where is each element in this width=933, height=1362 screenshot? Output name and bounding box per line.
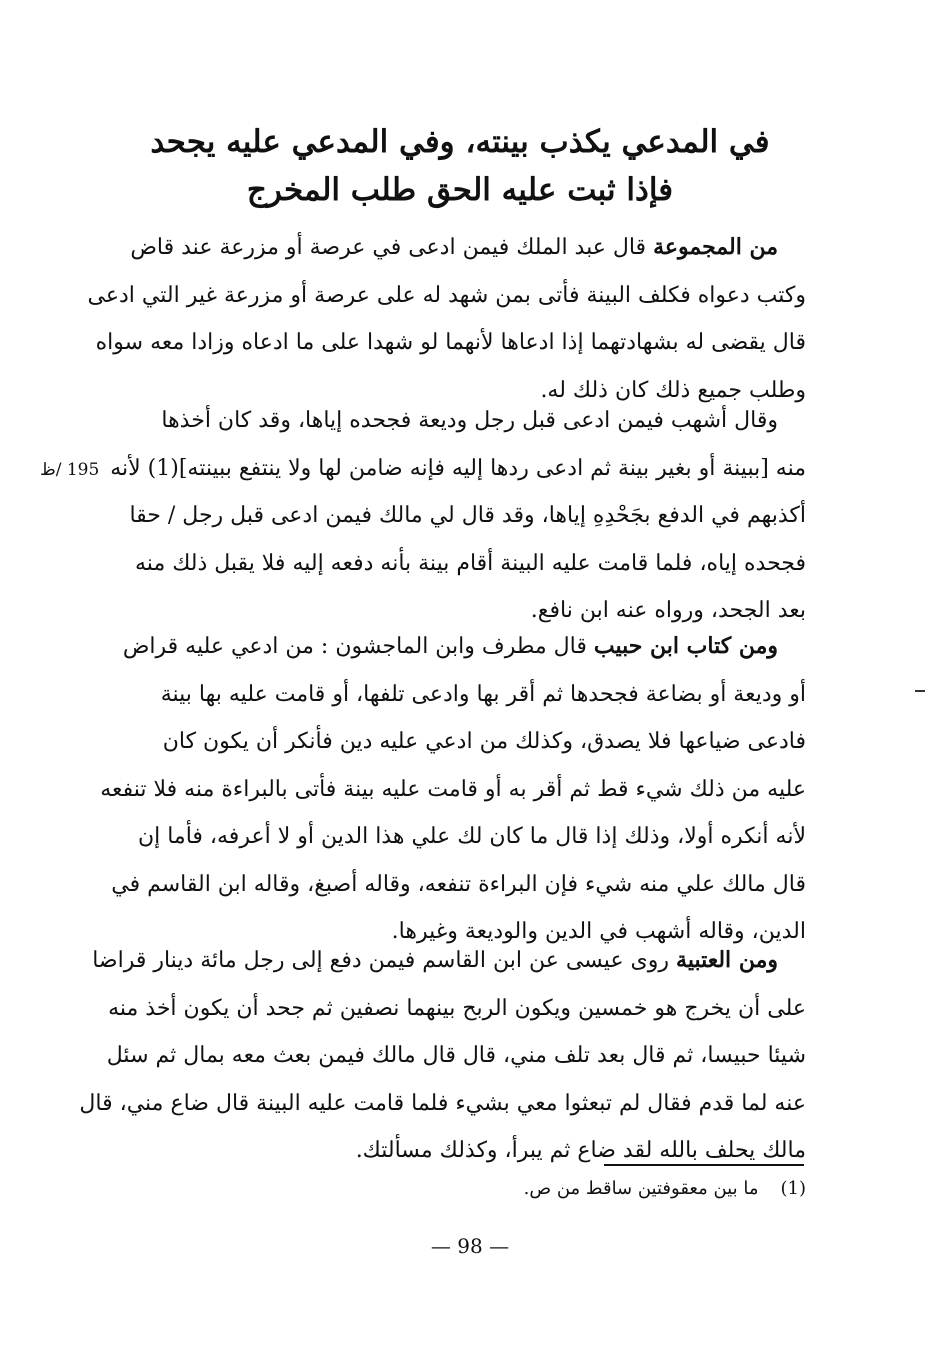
paragraph-majmua xyxy=(87,224,806,414)
paragraph-utbiyya xyxy=(79,937,806,1175)
paragraph-line: وطلب جميع ذلك كان ذلك له. xyxy=(540,377,806,403)
paragraph-line: أو وديعة أو بضاعة فجحدها ثم أقر بها وادعى تلفها، أو قامت عليه بها بينة xyxy=(160,681,806,707)
chapter-heading-line-2: فإذا ثبت عليه الحق طلب المخرج xyxy=(246,172,674,208)
paragraph-line: على أن يخرج هو خمسين ويكون الربح بينهما نصفين ثم جحد أن يكون أخذ منه xyxy=(108,995,806,1021)
source-label: ومن العتبية xyxy=(676,947,778,973)
paragraph-line: شيئا حبيسا، ثم قال بعد تلف مني، قال قال مالك فيمن بعث معه بمال ثم سئل xyxy=(106,1043,806,1068)
paragraph-line: مالك يحلف بالله لقد ضاع ثم يبرأ، وكذلك مسألتك. xyxy=(355,1138,806,1163)
margin-tick-mark xyxy=(915,690,925,692)
paragraph-line: عنه لما قدم فقال لم تبعثوا معي بشيء فلما قامت عليه البينة قال ضاع مني، قال xyxy=(79,1090,806,1116)
paragraph-ibn-habib xyxy=(100,623,806,956)
source-label: من المجموعة xyxy=(653,234,778,260)
paragraph-line: عليه من ذلك شيء قط ثم أقر به أو قامت عليه بينة فأتى بالبراءة منه فلا تنفعه xyxy=(100,776,806,802)
paragraph-line: ومن العتبية روى عيسى عن ابن القاسم فيمن دفع إلى رجل مائة دينار قراضا xyxy=(92,947,778,973)
paragraph-line: من المجموعة قال عبد الملك فيمن ادعى في عرصة أو مزرعة عند قاض xyxy=(130,234,778,260)
footnote-number: (1) xyxy=(780,1178,806,1199)
paragraph-line: فجحده إياه، فلما قامت عليه البينة أقام بينة بأنه دفعه إليه فلا يقبل ذلك منه xyxy=(135,550,806,576)
page-number: — 98 — xyxy=(430,1234,510,1258)
paragraph-line: منه [ببينة أو بغير بينة ثم ادعى ردها إليه فإنه ضامن لها ولا ينتفع ببينته](1) لأنه xyxy=(110,455,806,481)
paragraph-line: لأنه أنكره أولا، وذلك إذا قال ما كان لك علي هذا الدين أو لا أعرفه، فأما إن xyxy=(137,824,806,849)
paragraph-line: الدين، وقاله أشهب في الدين والوديعة وغيرها. xyxy=(391,919,806,944)
paragraph-line: قال يقضى له بشهادتهما إذا ادعاها لأنهما لو شهدا على ما ادعاه وزادا معه سواه xyxy=(95,330,806,355)
paragraph-line: فادعى ضياعها فلا يصدق، وكذلك من ادعي عليه دين فأنكر أن يكون كان xyxy=(162,729,806,754)
footnote xyxy=(440,1174,806,1204)
paragraph-line: وكتب دعواه فكلف البينة فأتى بمن شهد له على عرصة أو مزرعة غير التي ادعى xyxy=(87,282,806,308)
paragraph-line: بعد الجحد، ورواه عنه ابن نافع. xyxy=(530,598,806,623)
paragraph-ashhab xyxy=(110,397,806,635)
paragraph-line: قال مالك علي منه شيء فإن البراءة تنفعه، وقاله أصبغ، وقاله ابن القاسم في xyxy=(111,871,806,897)
paragraph-line: ومن كتاب ابن حبيب قال مطرف وابن الماجشون : من ادعي عليه قراض xyxy=(122,633,778,659)
paragraph-line: وقال أشهب فيمن ادعى قبل رجل وديعة فجحده إياها، وقد كان أخذها xyxy=(161,408,778,433)
paragraph-line: أكذبهم في الدفع بجَحْدِهِ إياها، وقد قال لي مالك فيمن ادعى قبل رجل / حقا xyxy=(129,503,806,528)
chapter-heading-line-1: في المدعي يكذب بينته، وفي المدعي عليه يجحد xyxy=(150,124,770,160)
folio-margin-note: 195 /ظ xyxy=(40,460,100,480)
source-label: ومن كتاب ابن حبيب xyxy=(593,633,778,659)
footnote-text: ما بين معقوفتين ساقط من ص. xyxy=(523,1178,759,1199)
footnote-divider xyxy=(604,1164,804,1166)
